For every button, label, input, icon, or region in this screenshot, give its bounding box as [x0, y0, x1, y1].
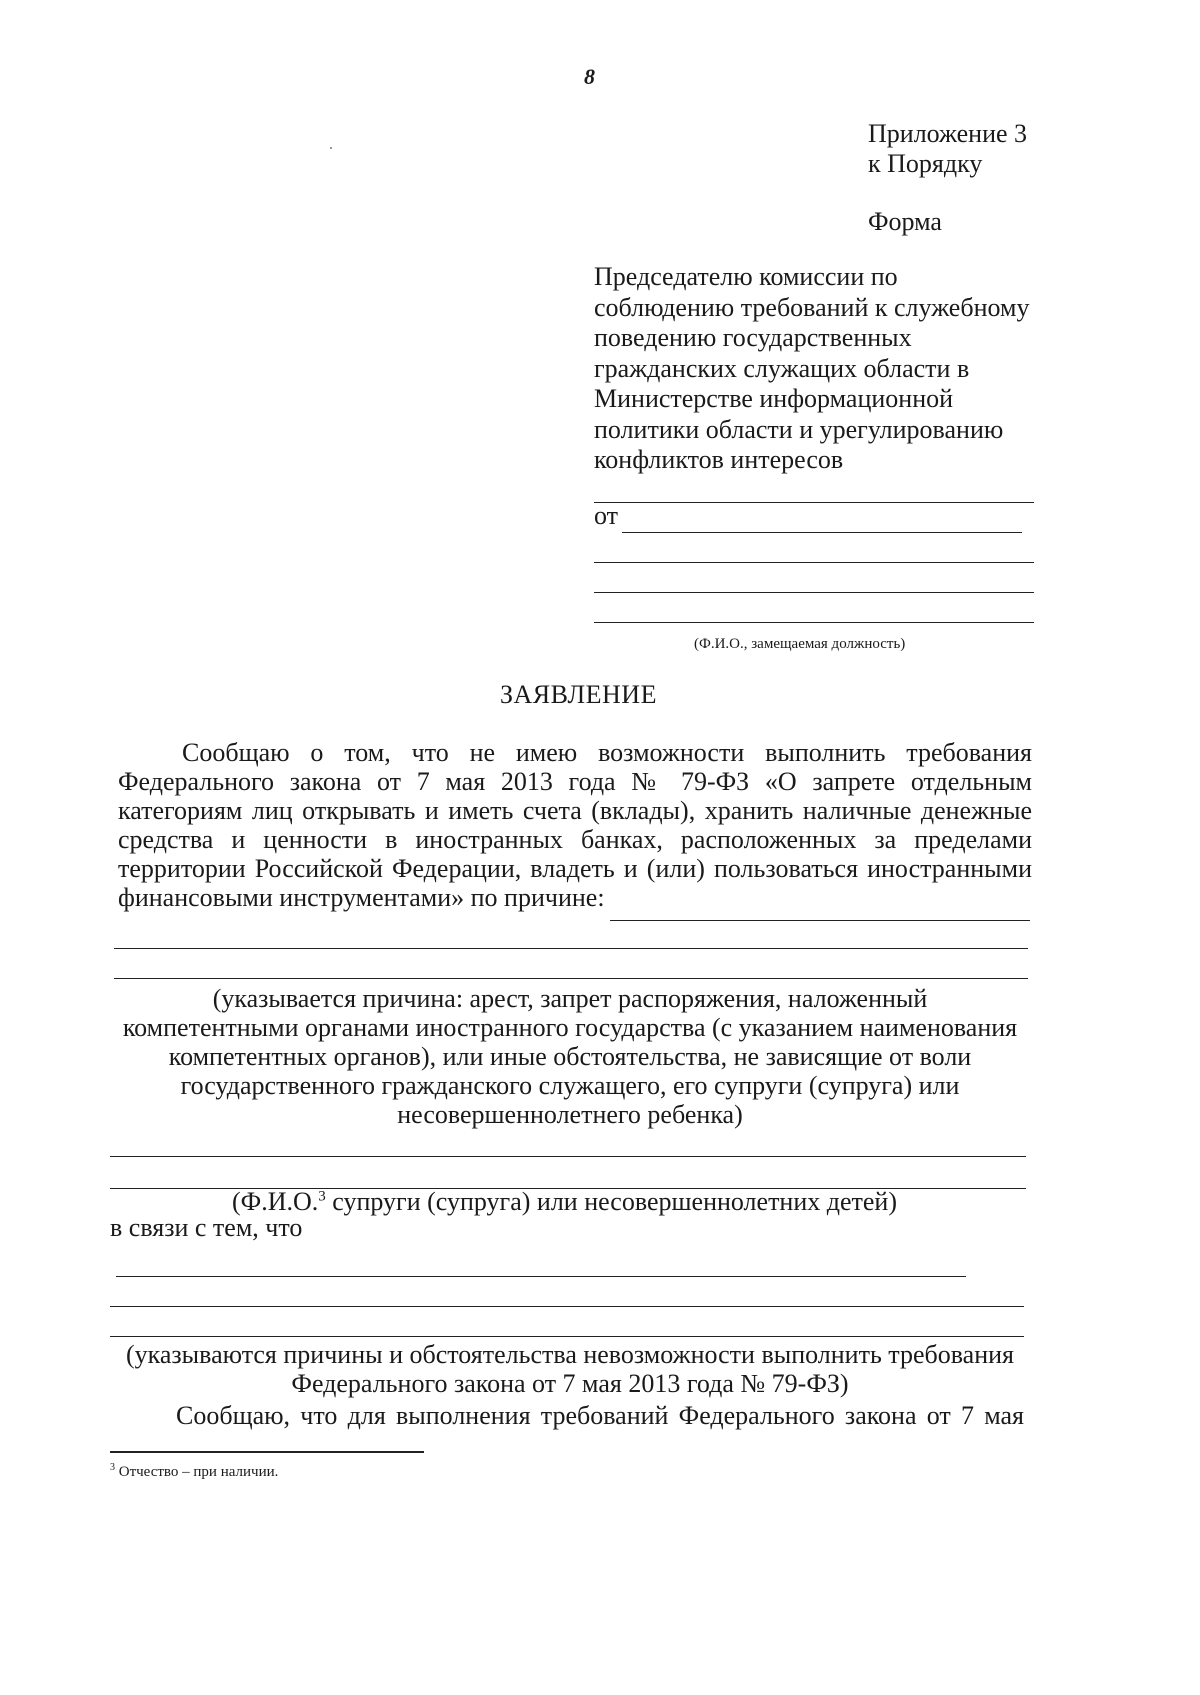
scan-speck — [330, 147, 332, 149]
document-title: ЗАЯВЛЕНИЕ — [500, 680, 657, 709]
fio-blank-line[interactable] — [110, 1156, 1026, 1157]
footnote — [110, 1462, 278, 1482]
paragraph-line: Сообщаю, что для выполнения требований Федерального закона от 7 мая — [176, 1401, 1024, 1430]
addressee-line: гражданских служащих области в — [594, 353, 970, 383]
footnote-text: Отчество – при наличии. — [115, 1464, 279, 1480]
form-label: Форма — [868, 207, 942, 236]
paragraph-line: финансовыми инструментами» по причине: — [118, 883, 605, 912]
addressee-line: политики области и урегулированию — [594, 414, 1004, 444]
circumstances-caption — [110, 1340, 1030, 1398]
paragraph-line: средства и ценности в иностранных банках, расположенных за пределами — [118, 825, 1032, 854]
reason-caption-line: несовершеннолетнего ребенка) — [397, 1100, 743, 1129]
applicant-blank-line[interactable] — [594, 562, 1034, 563]
applicant-blank-line[interactable] — [594, 592, 1034, 593]
footnote-ref: 3 — [318, 1188, 326, 1205]
reason-caption-line: компетентными органами иностранного государства (с указанием наименования — [122, 1013, 1018, 1042]
paragraph-2 — [176, 1400, 1024, 1432]
paragraph-1 — [118, 737, 1032, 914]
addressee-line: поведению государственных — [594, 323, 912, 352]
from-label: от — [594, 501, 619, 530]
footnote-marker: 3 — [110, 1462, 115, 1473]
addressee-line: соблюдению требований к служебному — [594, 292, 1030, 322]
fio-caption-text-rest: супруги (супруга) или несовершеннолетних детей) — [325, 1187, 898, 1216]
addressee-line: Председателю комиссии по — [594, 262, 898, 291]
because-label: в связи с тем, что — [110, 1213, 303, 1242]
reason-blank-line[interactable] — [114, 978, 1028, 979]
applicant-name-line[interactable] — [622, 532, 1022, 533]
paragraph-line: территории Российской Федерации, владеть и (или) пользоваться иностранными — [118, 854, 1032, 883]
reason-caption-line: компетентных органов), или иные обстоятельства, не зависящие от воли — [168, 1042, 972, 1071]
applicant-blank-line[interactable] — [594, 502, 1034, 503]
applicant-blank-line[interactable] — [594, 622, 1034, 623]
reason-blank-line[interactable] — [114, 948, 1028, 949]
reason-caption-line: государственного гражданского служащего, его супруги (супруга) или — [180, 1071, 960, 1100]
circumstances-caption-line: (указываются причины и обстоятельства невозможности выполнить требования — [125, 1340, 1015, 1369]
reason-blank-line[interactable] — [610, 920, 1030, 921]
fio-caption-text: (Ф.И.О. — [232, 1187, 319, 1216]
appendix-line-1: Приложение 3 — [868, 119, 1028, 148]
reason-caption — [110, 984, 1030, 1129]
addressee-block — [594, 262, 1029, 476]
circumstances-blank-line[interactable] — [110, 1306, 1024, 1307]
circumstances-caption-line: Федерального закона от 7 мая 2013 года № 79-ФЗ) — [291, 1369, 849, 1398]
paragraph-line: Сообщаю о том, что не имею возможности выполнить требования — [182, 738, 1032, 767]
circumstances-blank-line[interactable] — [116, 1276, 966, 1277]
addressee-line: конфликтов интересов — [594, 445, 844, 474]
reason-caption-line: (указывается причина: арест, запрет распоряжения, наложенный — [212, 984, 928, 1013]
page-number: 8 — [584, 64, 595, 89]
footnote-rule — [110, 1451, 424, 1453]
addressee-line: Министерстве информационной — [594, 384, 954, 413]
fio-caption — [232, 1186, 897, 1218]
appendix-line-2: к Порядку — [868, 149, 983, 178]
paragraph-line: Федерального закона от 7 мая 2013 года № 79-ФЗ «О запрете отдельным — [118, 767, 1032, 796]
applicant-caption: (Ф.И.О., замещаемая должность) — [694, 636, 906, 652]
circumstances-blank-line[interactable] — [110, 1336, 1024, 1337]
paragraph-line: категориям лиц открывать и иметь счета (вклады), хранить наличные денежные — [118, 796, 1032, 825]
